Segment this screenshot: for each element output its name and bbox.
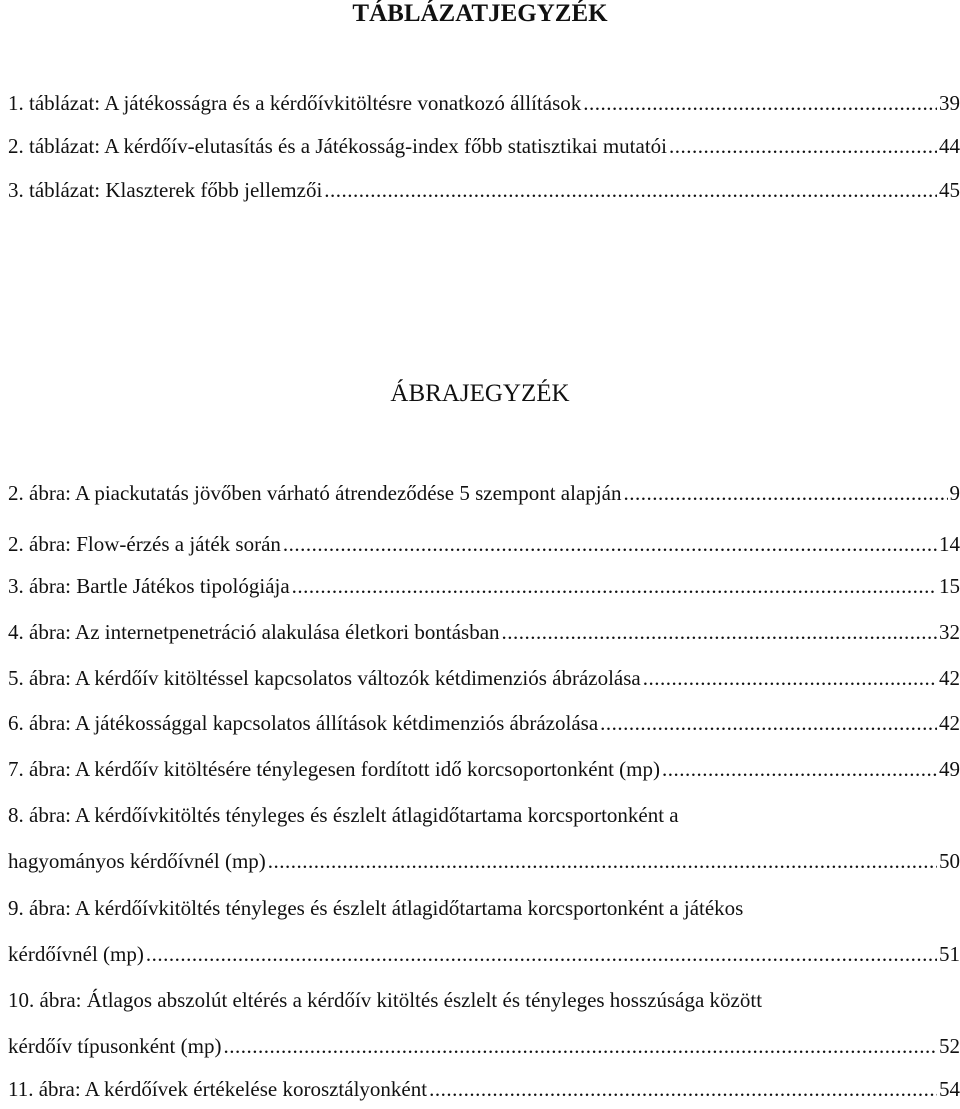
toc-entry-figure-3[interactable] <box>8 571 960 601</box>
page-number: 44 <box>939 134 960 158</box>
entry-title-line1: 9. ábra: A kérdőívkitöltés tényleges és észlelt átlagidőtartama korcsportonként a játékos <box>8 896 744 920</box>
entry-title-line2: hagyományos kérdőívnél (mp) <box>8 849 266 873</box>
page-number: 51 <box>939 942 960 966</box>
dot-leader <box>502 617 937 647</box>
toc-entry-figure-2b[interactable] <box>8 529 960 559</box>
page-number: 50 <box>939 849 960 873</box>
toc-entry-figure-2a[interactable] <box>8 478 960 508</box>
entry-title: 3. ábra: Bartle Játékos tipológiája <box>8 574 290 598</box>
page-number: 9 <box>949 481 960 505</box>
dot-leader <box>146 939 937 969</box>
entry-title-line2: kérdőívnél (mp) <box>8 942 144 966</box>
dot-leader <box>583 88 937 118</box>
figures-heading: ÁBRAJEGYZÉK <box>390 380 570 407</box>
page-number: 39 <box>939 91 960 115</box>
toc-entry-table-1[interactable] <box>8 88 960 118</box>
entry-title: 5. ábra: A kérdőív kitöltéssel kapcsolatos változók kétdimenziós ábrázolása <box>8 666 641 690</box>
tables-heading: TÁBLÁZATJEGYZÉK <box>352 0 608 27</box>
toc-entry-figure-4[interactable] <box>8 617 960 647</box>
entry-title-line1: 8. ábra: A kérdőívkitöltés tényleges és észlelt átlagidőtartama korcsportonként a <box>8 803 679 827</box>
entry-title-line1: 10. ábra: Átlagos abszolút eltérés a kérdőív kitöltés észlelt és tényleges hosszúsága között <box>8 988 763 1012</box>
dot-leader <box>662 754 937 784</box>
toc-entry-figure-5[interactable] <box>8 663 960 693</box>
entry-title: 11. ábra: A kérdőívek értékelése korosztályonként <box>8 1077 428 1101</box>
page-number: 42 <box>939 666 960 690</box>
dot-leader <box>292 571 937 601</box>
page-number: 32 <box>939 620 960 644</box>
toc-entry-figure-8[interactable] <box>8 800 960 876</box>
entry-title: 7. ábra: A kérdőív kitöltésére ténylegesen fordított idő korcsoportonként (mp) <box>8 757 661 781</box>
dot-leader <box>623 478 947 508</box>
toc-entry-figure-7[interactable] <box>8 754 960 784</box>
toc-entry-table-3[interactable] <box>8 175 960 205</box>
dot-leader <box>600 708 937 738</box>
dot-leader <box>429 1074 937 1104</box>
page-number: 42 <box>939 711 960 735</box>
entry-title: 1. táblázat: A játékosságra és a kérdőívkitöltésre vonatkozó állítások <box>8 91 582 115</box>
page-number: 52 <box>939 1034 960 1058</box>
dot-leader <box>283 529 937 559</box>
entry-title: 4. ábra: Az internetpenetráció alakulása életkori bontásban <box>8 620 500 644</box>
page-number: 45 <box>939 178 960 202</box>
page-number: 49 <box>939 757 960 781</box>
dot-leader <box>643 663 937 693</box>
toc-entry-table-2[interactable] <box>8 131 960 161</box>
entry-title: 6. ábra: A játékossággal kapcsolatos állítások kétdimenziós ábrázolása <box>8 711 599 735</box>
page-number: 14 <box>939 532 960 556</box>
dot-leader <box>324 175 937 205</box>
toc-entry-figure-9[interactable] <box>8 893 960 969</box>
dot-leader <box>223 1031 937 1061</box>
entry-title: 2. táblázat: A kérdőív-elutasítás és a Játékosság-index főbb statisztikai mutatói <box>8 134 667 158</box>
toc-entry-figure-11[interactable] <box>8 1074 960 1104</box>
toc-entry-figure-6[interactable] <box>8 708 960 738</box>
entry-title-line2: kérdőív típusonként (mp) <box>8 1034 222 1058</box>
dot-leader <box>669 131 937 161</box>
page-number: 54 <box>939 1077 960 1101</box>
entry-title: 2. ábra: Flow-érzés a játék során <box>8 532 281 556</box>
dot-leader <box>268 846 937 876</box>
entry-title: 3. táblázat: Klaszterek főbb jellemzői <box>8 178 323 202</box>
page-number: 15 <box>939 574 960 598</box>
toc-entry-figure-10[interactable] <box>8 985 960 1061</box>
entry-title: 2. ábra: A piackutatás jövőben várható átrendeződése 5 szempont alapján <box>8 481 622 505</box>
